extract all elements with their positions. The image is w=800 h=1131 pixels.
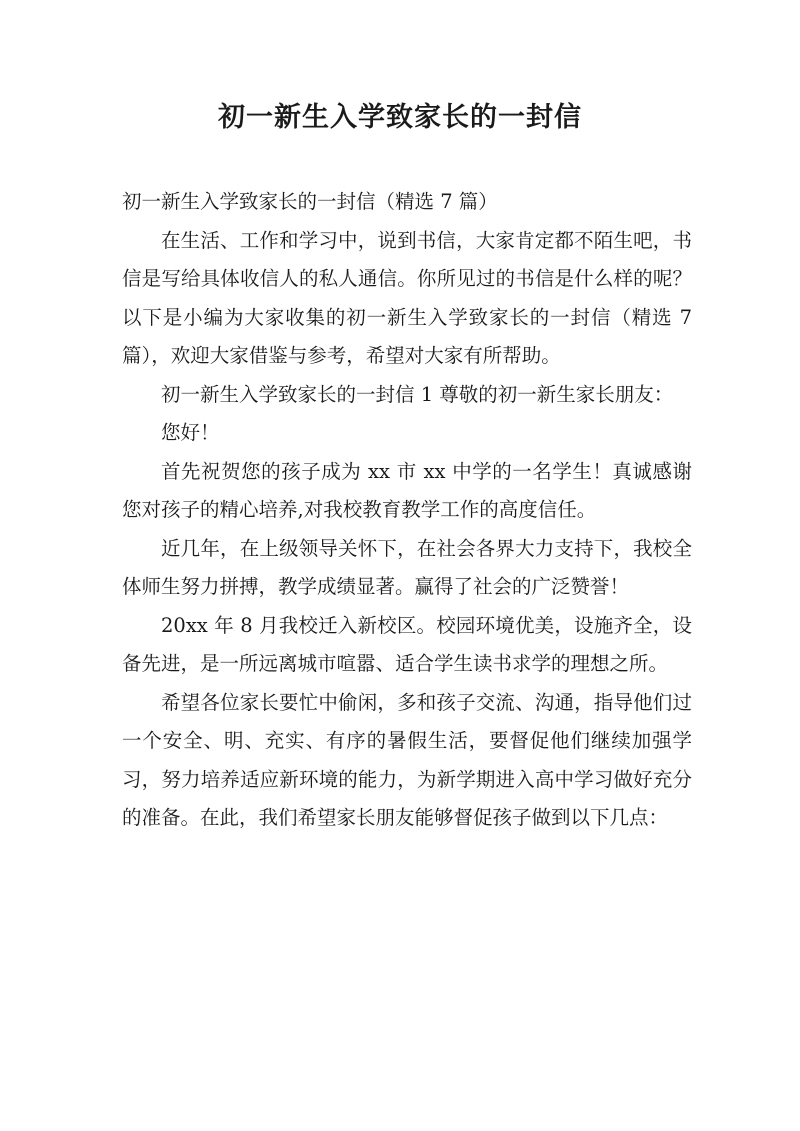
subtitle-paragraph: 初一新生入学致家长的一封信（精选 7 篇） [122, 190, 498, 213]
document-body [122, 183, 692, 838]
greeting-paragraph: 您好！ [161, 421, 220, 444]
intro-paragraph: 在生活、工作和学习中，说到书信，大家肯定都不陌生吧，书信是写给具体收信人的私人通信。你所见过的书信是什么样的呢？以下是小编为大家收集的初一新生入学致家长的一封信（精选 7 篇），欢迎大家借鉴与参考，希望对大家有所帮助。 [122, 228, 692, 367]
campus-paragraph: 20xx 年 8 月我校迁入新校区。校园环境优美，设施齐全，设备先进，是一所远离城市喧嚣、适合学生读书求学的理想之所。 [122, 613, 692, 675]
congratulation-paragraph: 首先祝贺您的孩子成为 xx 市 xx 中学的一名学生！真诚感谢您对孩子的精心培养,对我校教育教学工作的高度信任。 [122, 459, 692, 521]
document-title: 初一新生入学致家长的一封信 [218, 102, 582, 133]
achievement-paragraph: 近几年，在上级领导关怀下，在社会各界大力支持下，我校全体师生努力拼搏，教学成绩显著。赢得了社会的广泛赞誉！ [122, 536, 692, 598]
letter-heading-paragraph: 初一新生入学致家长的一封信 1 尊敬的初一新生家长朋友： [161, 382, 674, 406]
request-paragraph: 希望各位家长要忙中偷闲，多和孩子交流、沟通，指导他们过一个安全、明、充实、有序的暑假生活，要督促他们继续加强学习，努力培养适应新环境的能力，为新学期进入高中学习做好充分的准备。在此，我们希望家长朋友能够督促孩子做到以下几点： [122, 690, 692, 829]
